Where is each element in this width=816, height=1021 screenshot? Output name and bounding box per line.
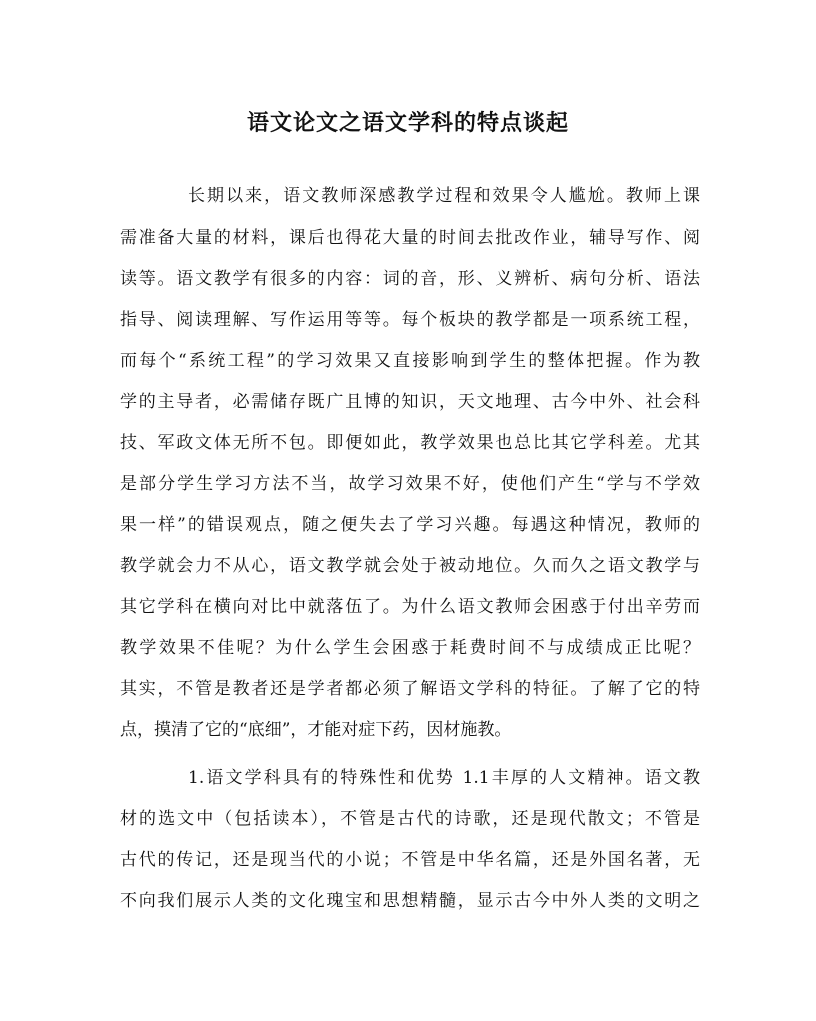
- paragraph-1-line-12: 教学效果不佳呢？为什么学生会困惑于耗费时间不与成绩成正比呢？: [120, 638, 700, 658]
- paragraph-1-line-9: 果一样”的错误观点，随之便失去了学习兴趣。每遇这种情况，教师的: [120, 515, 700, 535]
- paragraph-1-line-6: 学的主导者，必需储存既广且博的知识，天文地理、古今中外、社会科: [120, 392, 700, 412]
- paragraph-1-line-10: 教学就会力不从心，语文教学就会处于被动地位。久而久之语文教学与: [120, 556, 700, 576]
- paragraph-1-line-8: 是部分学生学习方法不当，故学习效果不好，使他们产生“学与不学效: [120, 474, 700, 494]
- paragraph-2-line-4: 不向我们展示人类的文化瑰宝和思想精髓，显示古今中外人类的文明之: [120, 891, 700, 911]
- paragraph-1-line-14: 点，摸清了它的“底细”，才能对症下药，因材施教。: [120, 720, 512, 740]
- paragraph-2-line-1: 1.语文学科具有的特殊性和优势 1.1丰厚的人文精神。语文教: [188, 768, 700, 788]
- paragraph-1-line-13: 其实，不管是教者还是学者都必须了解语文学科的特征。了解了它的特: [120, 679, 700, 699]
- paragraph-1-line-3: 读等。语文教学有很多的内容：词的音，形、义辨析、病句分析、语法: [120, 269, 700, 289]
- paragraph-2-line-3: 古代的传记，还是现当代的小说；不管是中华名篇，还是外国名著，无: [120, 850, 700, 870]
- paragraph-1-line-1: 长期以来，语文教师深感教学过程和效果令人尴尬。教师上课: [188, 186, 700, 206]
- paragraph-1-line-5: 而每个“系统工程”的学习效果又直接影响到学生的整体把握。作为教: [120, 351, 700, 371]
- paragraph-1-line-4: 指导、阅读理解、写作运用等等。每个板块的教学都是一项系统工程，: [120, 310, 700, 330]
- paragraph-1-line-2: 需准备大量的材料，课后也得花大量的时间去批改作业，辅导写作、阅: [120, 228, 700, 248]
- paragraph-1-line-7: 技、军政文体无所不包。即便如此，教学效果也总比其它学科差。尤其: [120, 433, 700, 453]
- paragraph-2-line-2: 材的选文中（包括读本），不管是古代的诗歌，还是现代散文；不管是: [120, 809, 700, 829]
- paragraph-1-line-11: 其它学科在横向对比中就落伍了。为什么语文教师会困惑于付出辛劳而: [120, 597, 700, 617]
- document-title: 语文论文之语文学科的特点谈起: [246, 110, 569, 136]
